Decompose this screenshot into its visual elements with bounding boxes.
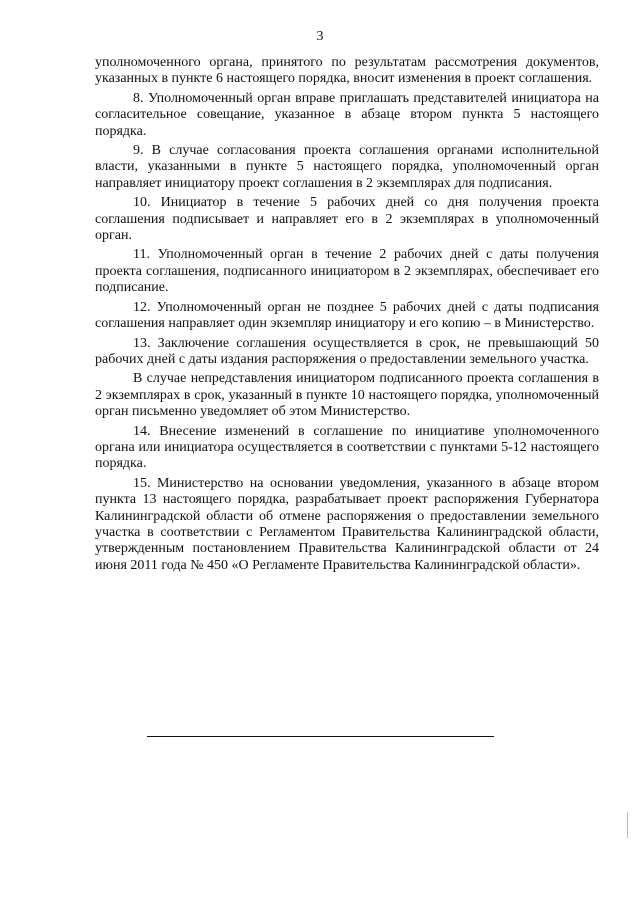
- paragraph-continuation: уполномоченного органа, принятого по результатам рассмотрения документов, указанных в пункте 6 настоящего порядка, вносит изменения в проект соглашения.: [95, 55, 599, 87]
- document-body: [95, 55, 599, 574]
- page-number: 3: [316, 29, 324, 44]
- paragraph-item-13: 13. Заключение соглашения осуществляется в срок, не превышающий 50 рабочих дней с даты издания распоряжения о предоставлении земельного участка.: [95, 335, 599, 367]
- paragraph-item-11: 11. Уполномоченный орган в течение 2 рабочих дней с даты получения проекта соглашения, подписанного инициатором в 2 экземплярах, обеспечивает его подписание.: [95, 247, 599, 296]
- scan-margin-mark: [627, 812, 628, 838]
- paragraph-item-12: 12. Уполномоченный орган не позднее 5 рабочих дней с даты подписания соглашения направляет один экземпляр инициатору и его копию – в Министерство.: [95, 299, 599, 332]
- paragraph-item-14: 14. Внесение изменений в соглашение по инициативе уполномоченного органа или инициатора осуществляется в соответствии с пунктами 5-12 настоящего порядка.: [95, 423, 599, 472]
- paragraph-item-9: 9. В случае согласования проекта соглашения органами исполнительной власти, указанными в пункте 5 настоящего порядка, уполномоченный орган направляет инициатору проект соглашения в 2 экземплярах для подписания.: [95, 143, 599, 191]
- paragraph-item-15: 15. Министерство на основании уведомления, указанного в абзаце втором пункта 13 настоящего порядка, разрабатывает проект распоряжения Губернатора Калининградской области об отмене распоряжения о предоставлении земельного участка в соответствии с Регламентом Правительства Калининградской области, утвержденным постановлением Правительства Калининградской области от 24 июня 2011 года № 450 «О Регламенте Правительства Калининградской области».: [95, 475, 599, 573]
- end-of-document-rule: [147, 736, 494, 737]
- paragraph-item-13-part-2: В случае непредставления инициатором подписанного проекта соглашения в 2 экземплярах в срок, указанный в пункте 10 настоящего порядка, уполномоченный орган письменно уведомляет об этом Министерство.: [95, 371, 599, 420]
- paragraph-item-8: 8. Уполномоченный орган вправе приглашать представителей инициатора на согласительное совещание, указанное в абзаце втором пункта 5 настоящего порядка.: [95, 90, 599, 139]
- paragraph-item-10: 10. Инициатор в течение 5 рабочих дней со дня получения проекта соглашения подписывает и направляет его в 2 экземплярах в уполномоченный орган.: [95, 195, 599, 244]
